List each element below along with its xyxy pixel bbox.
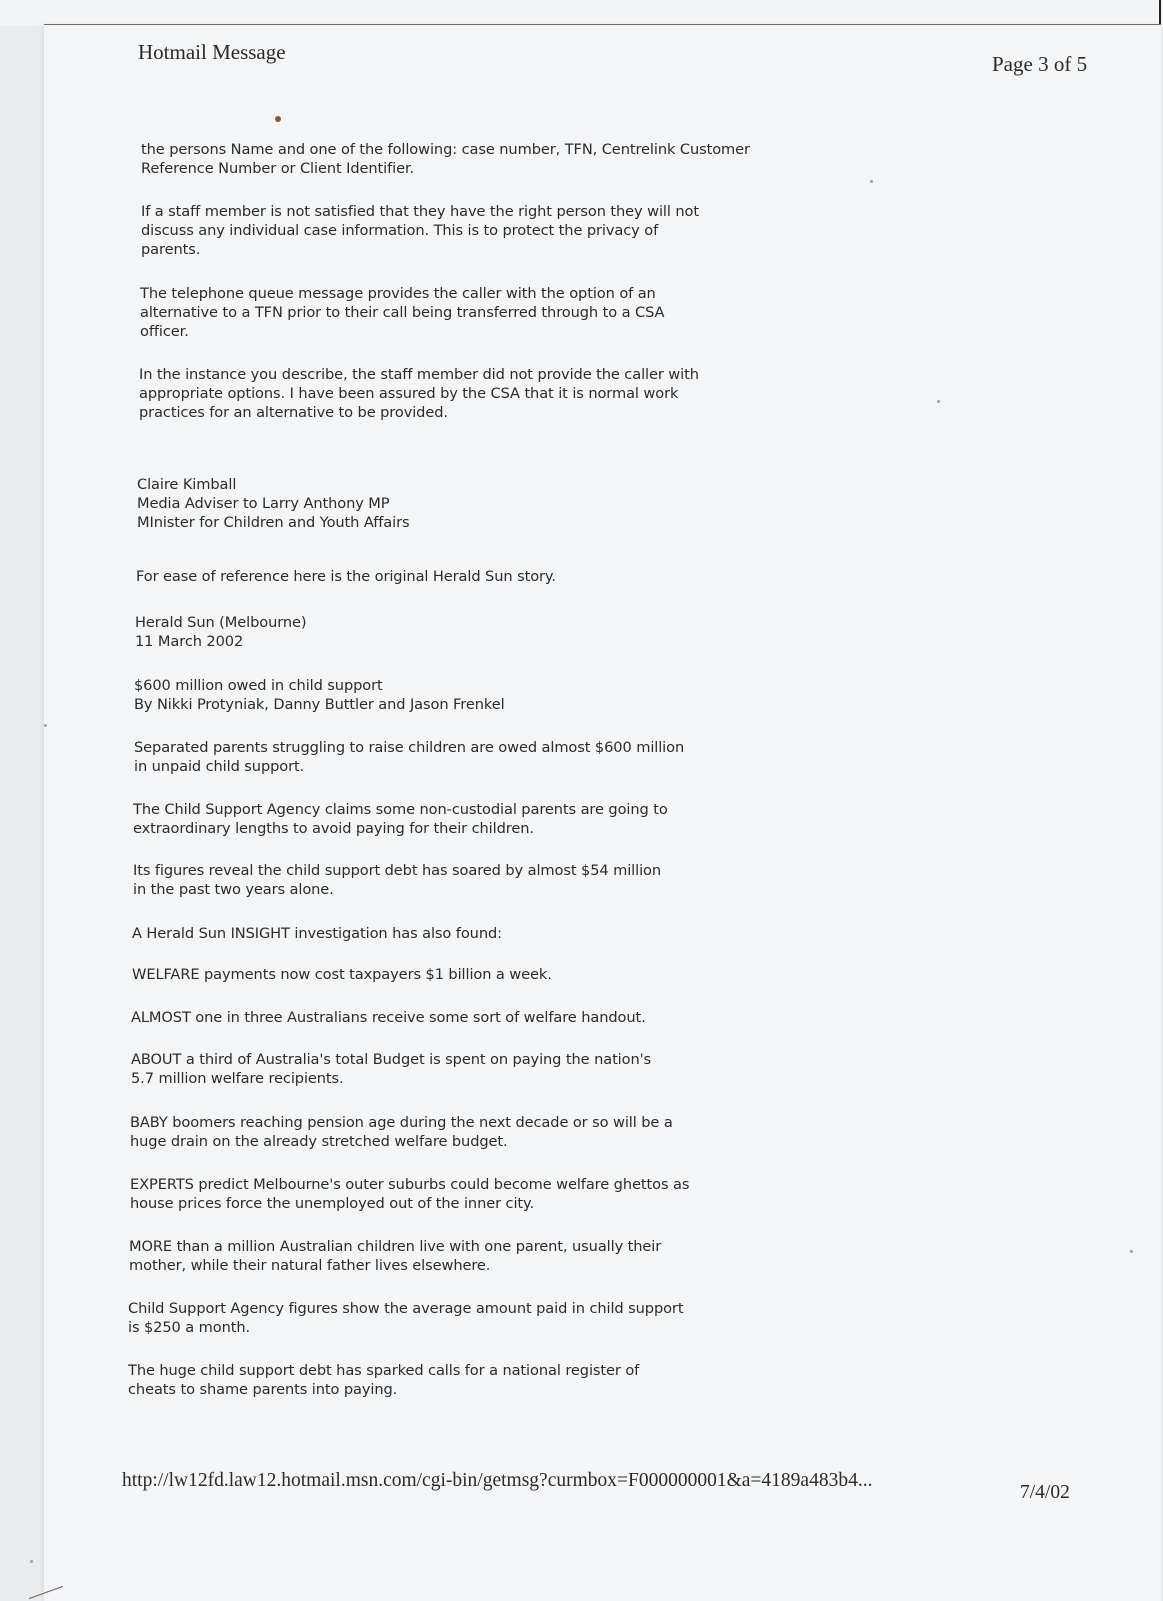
print-footer-date: 7/4/02: [1020, 1482, 1070, 1503]
article-paragraph-2: The Child Support Agency claims some non-custodial parents are going to extraordinary lengths to avoid paying for their children.: [133, 801, 668, 837]
article-paragraph-9: EXPERTS predict Melbourne's outer suburbs could become welfare ghettos as house prices force the unemployed out of the inner city.: [130, 1176, 690, 1212]
signature-block: Claire Kimball Media Adviser to Larry Anthony MP MInister for Children and Youth Affairs: [137, 476, 410, 531]
source-dateline: Herald Sun (Melbourne) 11 March 2002: [135, 614, 307, 650]
article-paragraph-10: MORE than a million Australian children live with one parent, usually their mother, while their natural father lives elsewhere.: [129, 1238, 662, 1274]
paper-speck: [30, 1560, 33, 1563]
article-paragraph-12: The huge child support debt has sparked calls for a national register of cheats to shame parents into paying.: [128, 1362, 640, 1398]
reference-intro: For ease of reference here is the original Herald Sun story.: [136, 568, 556, 585]
article-paragraph-7: ABOUT a third of Australia's total Budget is spent on paying the nation's 5.7 million welfare recipients.: [131, 1051, 652, 1087]
article-paragraph-6: ALMOST one in three Australians receive some sort of welfare handout.: [131, 1009, 646, 1026]
paper-speck: [870, 180, 873, 183]
article-paragraph-3: Its figures reveal the child support debt has soared by almost $54 million in the past two years alone.: [133, 862, 662, 898]
body-paragraph-3: The telephone queue message provides the caller with the option of an alternative to a TFN prior to their call being transferred through to a CSA officer.: [140, 285, 665, 340]
ink-dot: [275, 116, 281, 122]
paper-speck: [1130, 1250, 1133, 1253]
article-paragraph-1: Separated parents struggling to raise children are owed almost $600 million in unpaid child support.: [134, 739, 685, 775]
print-page-number: Page 3 of 5: [992, 52, 1088, 76]
article-paragraph-4: A Herald Sun INSIGHT investigation has also found:: [132, 925, 502, 942]
paper-speck: [44, 724, 47, 727]
print-header-title: Hotmail Message: [138, 40, 286, 64]
body-paragraph-1: the persons Name and one of the following: case number, TFN, Centrelink Customer Reference Number or Client Identifier.: [141, 141, 750, 177]
article-paragraph-11: Child Support Agency figures show the average amount paid in child support is $250 a month.: [128, 1300, 684, 1336]
article-paragraph-8: BABY boomers reaching pension age during the next decade or so will be a huge drain on the already stretched welfare budget.: [130, 1114, 673, 1150]
body-paragraph-4: In the instance you describe, the staff member did not provide the caller with appropriate options. I have been assured by the CSA that it is normal work practices for an alternative to be provided.: [139, 366, 699, 421]
scan-background: [0, 0, 1163, 26]
body-paragraph-2: If a staff member is not satisfied that they have the right person they will not discuss any individual case information. This is to protect the privacy of parents.: [141, 203, 699, 258]
article-headline-byline: $600 million owed in child support By Nikki Protyniak, Danny Buttler and Jason Frenkel: [134, 677, 505, 713]
paper-speck: [937, 400, 940, 403]
print-footer-url: http://lw12fd.law12.hotmail.msn.com/cgi-bin/getmsg?curmbox=F000000001&a=4189a483b4...: [122, 1470, 873, 1491]
article-paragraph-5: WELFARE payments now cost taxpayers $1 billion a week.: [132, 966, 552, 983]
